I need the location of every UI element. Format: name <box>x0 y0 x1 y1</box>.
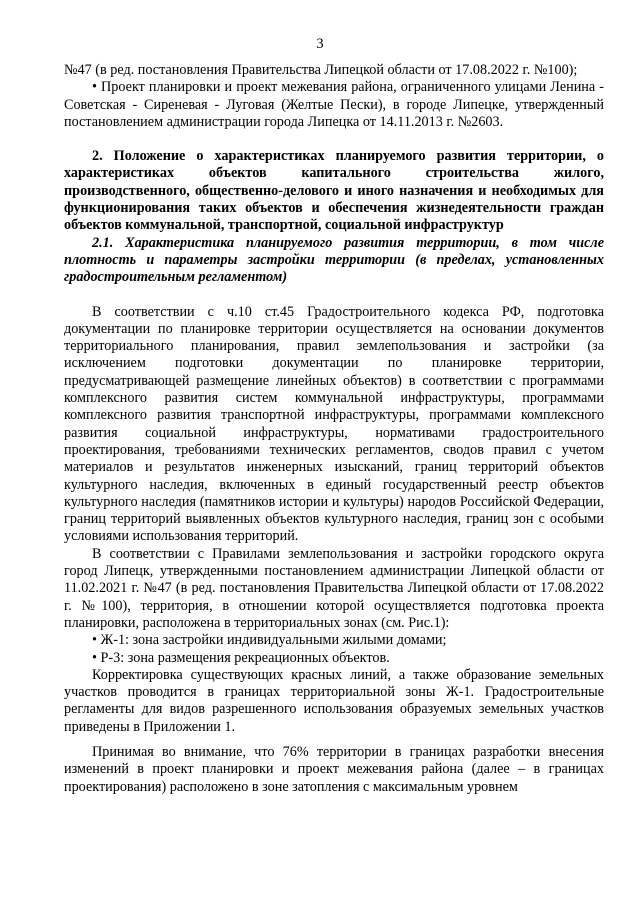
paragraph: Корректировка существующих красных линий, а также образование земельных участков проводится в границах территориальной зоны Ж-1. Градостроительные регламенты для видов разрешенного использования образуемых земельных участков приведены в Приложении 1. <box>64 666 604 735</box>
spacer <box>64 736 604 744</box>
paragraph: В соответствии с ч.10 ст.45 Градостроительного кодекса РФ, подготовка документации по планировке территории осуществляется на основании документов территориального планирования, правил землепользования и застройки (за исключением подготовки документации по планировке территории, предусматривающей размещение линейных объектов) в соответствии с программами комплексного развития систем коммунальной инфраструктуры, программами комплексного развития транспортной инфраструктуры, программами комплексного развития социальной инфраструктуры, нормативами градостроительного проектирования, требованиями технических регламентов, сводов правил с учетом материалов и результатов инженерных изысканий, границ территорий объектов культурного наследия, включенных в единый государственный реестр объектов культурного наследия (памятников истории и культуры) народов Российской Федерации, границ территорий выявленных объектов культурного наследия, границ зон с особыми условиями использования территорий. <box>64 303 604 545</box>
paragraph: 2. Положение о характеристиках планируемого развития территории, о характеристиках объектов капитального строительства жилого, производственного, общественно-делового и иного назначения и необходимых для функционирования таких объектов и обеспечения жизнедеятельности граждан объектов коммунальной, транспортной, социальной инфраструктур <box>64 148 604 234</box>
paragraph: Принимая во внимание, что 76% территории в границах разработки внесения изменений в проект планировки и проект межевания района (далее – в границах проектирования) расположено в зоне затопления с максимальным уровнем <box>64 743 604 795</box>
page-number: 3 <box>316 36 324 52</box>
paragraph: • Проект планировки и проект межевания района, ограниченного улицами Ленина - Советская - Сиреневая - Луговая (Желтые Пески), в городе Липецке, утвержденный постановлением администрации города Липецка от 14.11.2013 г. №2603. <box>64 79 604 130</box>
spacer <box>64 287 604 304</box>
paragraph: №47 (в ред. постановления Правительства Липецкой области от 17.08.2022 г. №100); <box>64 62 578 78</box>
paragraph: • Ж-1: зона застройки индивидуальными жилыми домами; <box>92 632 447 649</box>
document-body <box>64 62 604 796</box>
paragraph: 2.1. Характеристика планируемого развития территории, в том числе плотность и параметры застройки территории (в пределах, установленных градостроительным регламентом) <box>64 234 604 286</box>
spacer <box>64 131 604 148</box>
paragraph: • Р-3: зона размещения рекреационных объектов. <box>92 649 390 666</box>
paragraph: В соответствии с Правилами землепользования и застройки городского округа город Липецк, утвержденными постановлением администрации Липецкой области от 11.02.2021 г. №47 (в ред. постановления Правительства Липецкой области от 17.08.2022 г. №100), территория, в отношении которой осуществляется подготовка проекта планировки, расположена в территориальных зонах (см. Рис.1): <box>64 545 604 631</box>
